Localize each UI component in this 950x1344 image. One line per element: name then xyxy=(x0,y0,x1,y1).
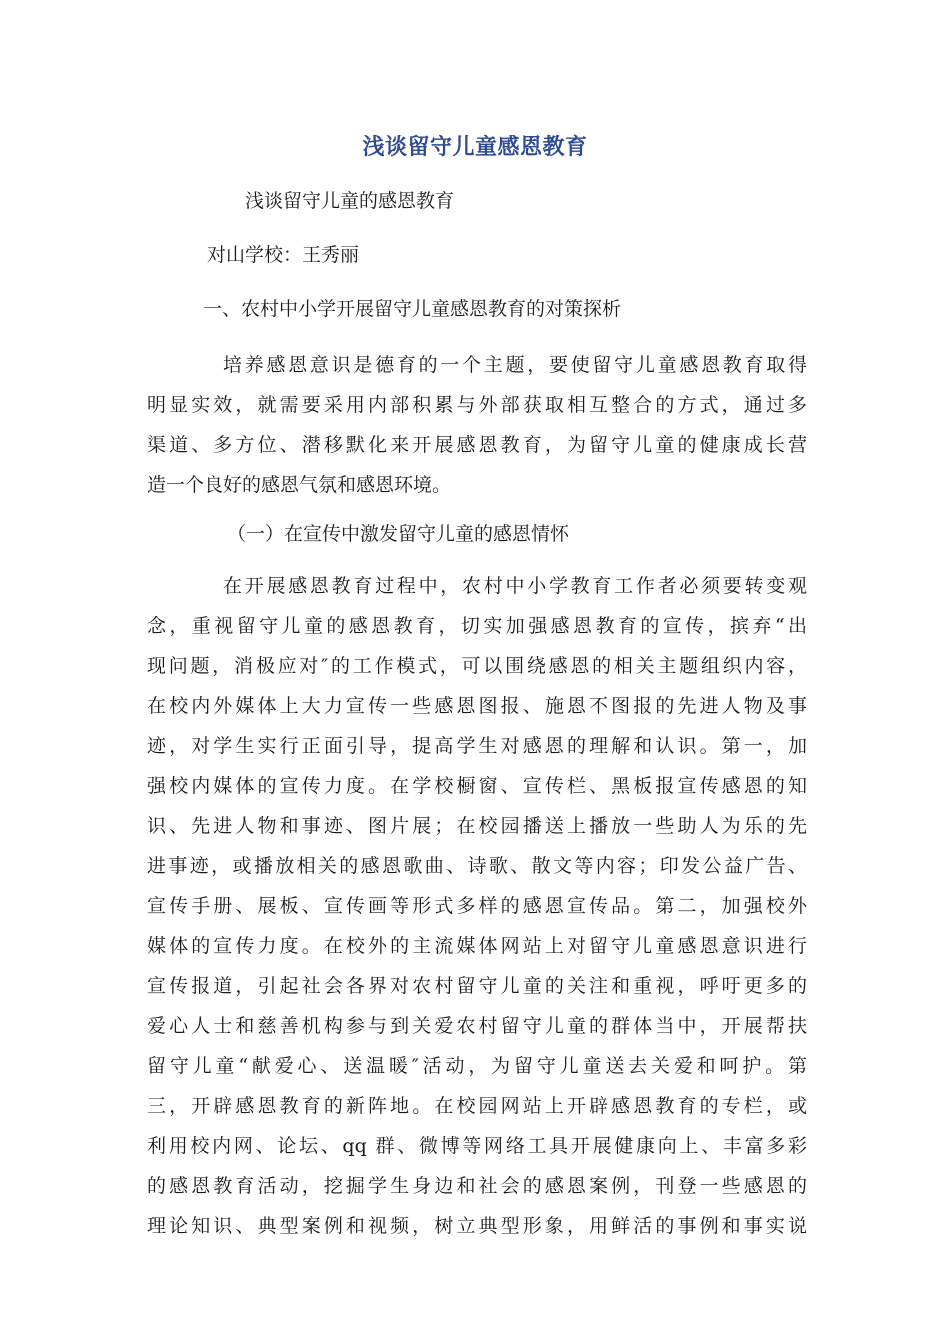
paragraph-line: 三，开辟感恩教育的新阵地。在校园网站上开辟感恩教育的专栏，或 xyxy=(147,1095,807,1117)
document-title: 浅谈留守儿童感恩教育 xyxy=(362,135,588,160)
paragraph-line: 渠道、多方位、潜移默化来开展感恩教育，为留守儿童的健康成长营 xyxy=(147,434,807,456)
paragraph-line: 爱心人士和慈善机构参与到关爱农村留守儿童的群体当中，开展帮扶 xyxy=(147,1015,807,1037)
paragraph-2 xyxy=(147,566,807,1246)
paragraph-1 xyxy=(147,345,807,505)
paragraph-line: 利用校内网、论坛、qq 群、微博等网络工具开展健康向上、丰富多彩 xyxy=(147,1135,807,1157)
paragraph-line: 念，重视留守儿童的感恩教育，切实加强感恩教育的宣传，摈弃“出 xyxy=(147,615,807,637)
paragraph-line: 明显实效，就需要采用内部积累与外部获取相互整合的方式，通过多 xyxy=(147,394,807,416)
paragraph-line: 在开展感恩教育过程中，农村中小学教育工作者必须要转变观 xyxy=(223,575,807,597)
paragraph-line: 强校内媒体的宣传力度。在学校橱窗、宣传栏、黑板报宣传感恩的知 xyxy=(147,775,807,797)
document-subtitle: 浅谈留守儿童的感恩教育 xyxy=(245,190,455,212)
paragraph-line: 现问题，消极应对″的工作模式，可以围绕感恩的相关主题组织内容， xyxy=(147,655,807,677)
paragraph-line: 宣传手册、展板、宣传画等形式多样的感恩宣传品。第二，加强校外 xyxy=(147,895,807,917)
paragraph-line: 在校内外媒体上大力宣传一些感恩图报、施恩不图报的先进人物及事 xyxy=(147,695,807,717)
paragraph-line: 媒体的宣传力度。在校外的主流媒体网站上对留守儿童感恩意识进行 xyxy=(147,935,807,957)
paragraph-line: 宣传报道，引起社会各界对农村留守儿童的关注和重视，呼吁更多的 xyxy=(147,975,807,997)
paragraph-line: 造一个良好的感恩气氛和感恩环境。 xyxy=(147,474,452,496)
paragraph-line: 理论知识、典型案例和视频，树立典型形象，用鲜活的事例和事实说 xyxy=(147,1215,807,1237)
paragraph-line: 识、先进人物和事迹、图片展；在校园播送上播放一些助人为乐的先 xyxy=(147,815,807,837)
author-line: 对山学校：王秀丽 xyxy=(207,244,360,266)
paragraph-line: 进事迹，或播放相关的感恩歌曲、诗歌、散文等内容；印发公益广告、 xyxy=(147,855,807,877)
section-heading-1: 一、农村中小学开展留守儿童感恩教育的对策探析 xyxy=(203,298,622,320)
paragraph-line: 培养感恩意识是德育的一个主题，要使留守儿童感恩教育取得 xyxy=(223,354,807,376)
paragraph-line: 的感恩教育活动，挖掘学生身边和社会的感恩案例，刊登一些感恩的 xyxy=(147,1175,807,1197)
subsection-heading-1: （一）在宣传中激发留守儿童的感恩情怀 xyxy=(227,523,570,545)
paragraph-line: 迹，对学生实行正面引导，提高学生对感恩的理解和认识。第一，加 xyxy=(147,735,807,757)
paragraph-line: 留守儿童“献爱心、送温暖″活动，为留守儿童送去关爱和呵护。第 xyxy=(147,1055,807,1077)
